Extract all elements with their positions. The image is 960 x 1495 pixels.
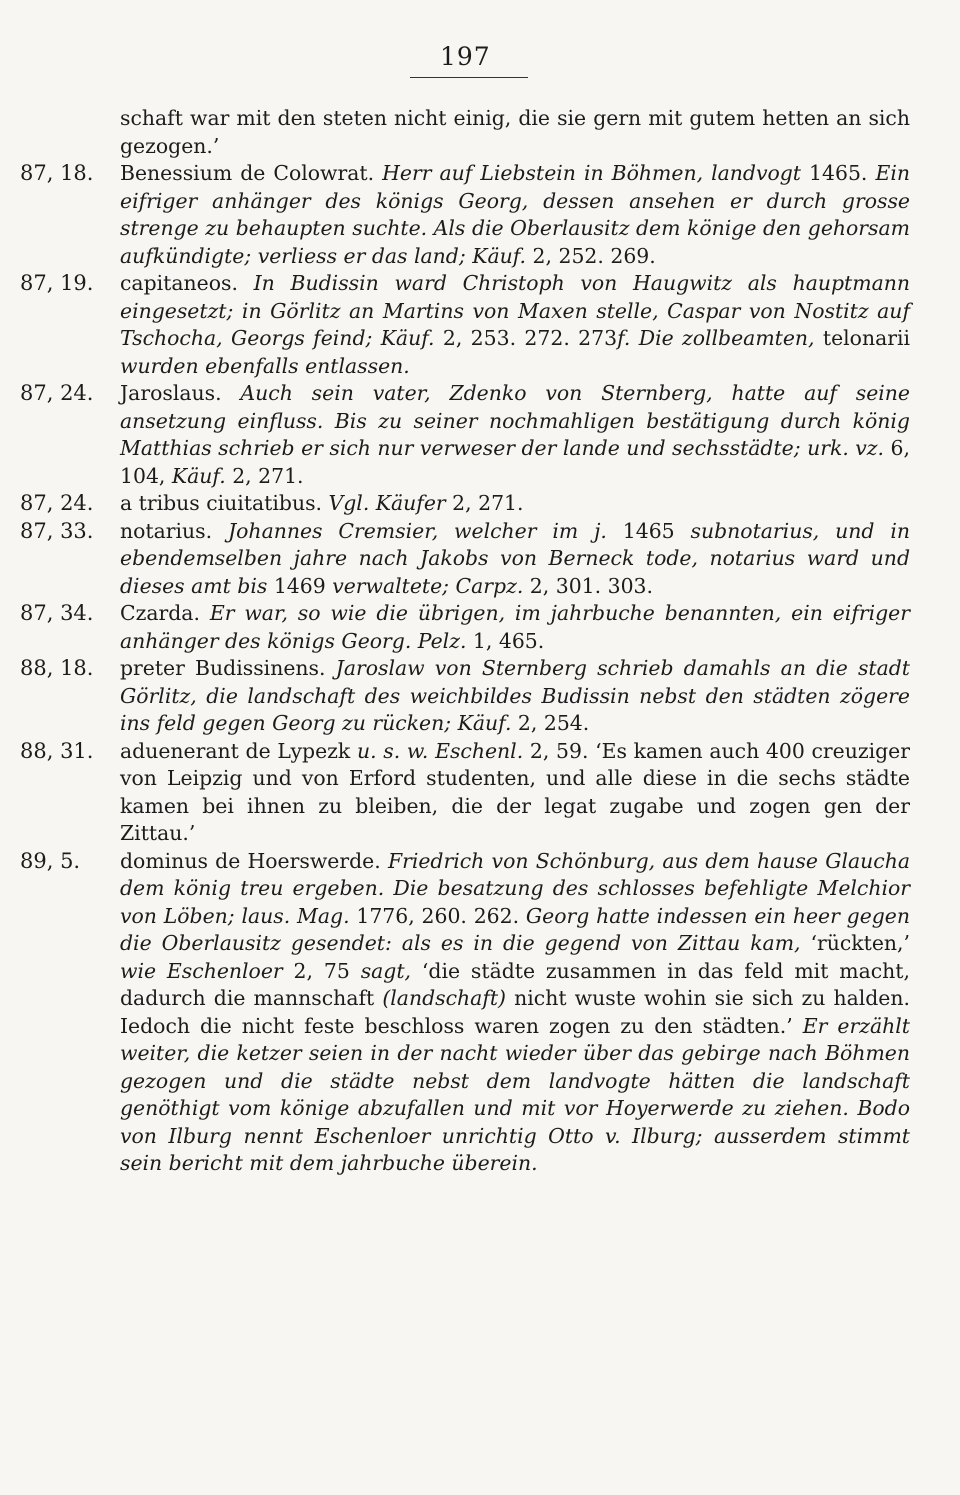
italic-text-segment: Georg hatte indessen ein heer gegen die Oberlausitz gesendet: als es in die gegend von Zittau kam, [120, 903, 911, 955]
text-segment: schaft war mit den steten nicht einig, die sie gern mit gutem hetten an sich gezogen.’ [120, 106, 910, 158]
text-segment: 2, 252. 269. [532, 243, 656, 268]
entry-text [120, 655, 910, 738]
entry-text [120, 600, 910, 655]
italic-text-segment: In Budissin ward Christoph von Haugwitz als hauptmann eingesetzt; in Görlitz an Martins von Maxen stelle, Caspar von Nostitz auf Tschocha, Georgs feind; Käuf. [120, 271, 910, 350]
line-reference: 87, 24. [20, 491, 94, 515]
commentary-entry [0, 600, 960, 655]
italic-text-segment: Jaroslaw von Sternberg schrieb damahls an die stadt Görlitz, die landschaft des weichbildes Budissin nebst den städten zögere ins feld gegen Georg zu rücken; Käuf. [120, 656, 911, 735]
italic-text-segment: f. Die zollbeamten, [617, 326, 823, 350]
text-segment: 2, 75 [293, 958, 361, 983]
italic-text-segment: Er erzählt weiter, die ketzer seien in der nacht wieder über das gebirge nach Böhmen gezogen und die städte nebst dem landvogte hätten die landschaft genöthigt vom könige abzufallen und mit vor Hoyerwerde zu ziehen. Bodo von Ilburg nennt Eschenloer unrichtig Otto v. Ilburg; ausserdem stimmt sein bericht mit dem jahrbuche überein. [120, 1013, 910, 1175]
text-segment: 1, 465. [472, 628, 545, 653]
entry-text [120, 848, 910, 1178]
italic-text-segment: Auch sein vater, Zdenko von Sternberg, hatte auf seine ansetzung einfluss. Bis zu seiner nochmahligen bestätigung durch könig Matthias schrieb er sich nur verweser der lande und sechsstädte; urk. vz. [120, 381, 910, 460]
entry-text [120, 490, 910, 518]
text-segment: a tribus ciuitatibus. [120, 491, 329, 515]
entry-text [120, 270, 910, 380]
commentary-entry [0, 738, 960, 848]
commentary-entry [0, 518, 960, 601]
commentary-entry [0, 490, 960, 518]
text-segment: preter Budissinens. [120, 656, 336, 680]
italic-text-segment: Ein eifriger anhänger des königs Georg, dessen ansehen er durch grosse strenge zu behaupten suchte. Als die Oberlausitz dem könige den gehorsam aufkündigte; verliess er das land; Käuf. [120, 161, 910, 268]
text-segment: nicht wuste wohin sie sich zu halden. Iedoch die nicht feste beschloss waren zogen zu den städten.’ [120, 986, 910, 1038]
text-segment: telonarii [822, 326, 911, 350]
commentary-entry [0, 380, 960, 490]
text-segment: 2, 59. ‘Es kamen auch 400 creuziger von Leipzig und von Erford studenten, und alle diese in die sechs städte kamen bei ihnen zu bleiben, die der legat zugabe und zogen gen der Zittau.’ [120, 738, 910, 845]
commentary-entry [0, 270, 960, 380]
text-segment: 2, 254. [517, 711, 590, 735]
commentary-entry [0, 655, 960, 738]
italic-text-segment: subnotarius, und in ebendemselben jahre nach Jakobs von Berneck tode, notarius ward und dieses amt bis [120, 518, 910, 598]
italic-text-segment: Er war, so wie die übrigen, im jahrbuche benannten, ein eifriger anhänger des königs Georg. Pelz. [120, 601, 910, 653]
entry-text [120, 738, 910, 848]
text-segment: dominus de Hoerswerde. [120, 848, 388, 873]
page-number: 197 [440, 42, 491, 71]
italic-text-segment: Friedrich von Schönburg, aus dem hause Glaucha dem könig treu ergeben. Die besatzung des schlosses befehligte Melchior von Löben; laus. Mag. [120, 848, 911, 928]
commentary-entry [0, 160, 960, 270]
italic-text-segment: wie Eschenloer [120, 958, 294, 983]
line-reference: 87, 33. [20, 518, 94, 543]
text-segment: ‘rückten,’ [810, 931, 910, 955]
text-segment: 1776, 260. 262. [356, 903, 526, 928]
line-reference: 87, 34. [20, 601, 94, 625]
text-segment: capitaneos. [120, 271, 254, 295]
text-segment: 1465 [622, 518, 691, 543]
italic-text-segment: wurden ebenfalls entlassen. [120, 353, 410, 378]
text-segment: 6, 104, [120, 436, 910, 488]
text-segment: 2, 271. [452, 491, 524, 515]
text-segment: 2, 271. [232, 463, 304, 488]
text-segment: Benessium de Colowrat. [120, 161, 383, 185]
line-reference: 87, 19. [20, 271, 94, 295]
italic-text-segment: (landschaft) [382, 986, 515, 1010]
line-reference: 88, 18. [20, 656, 94, 680]
text-segment: notarius. [120, 518, 228, 543]
text-segment: Jaroslaus. [120, 381, 241, 405]
commentary-entries [0, 105, 960, 1178]
commentary-entry [0, 105, 960, 160]
italic-text-segment: sagt, [360, 958, 422, 983]
text-segment: Czarda. [120, 601, 210, 625]
page-number-rule [410, 77, 528, 78]
italic-text-segment: verwaltete; Carpz. [332, 573, 530, 598]
italic-text-segment: Johannes Cremsier, welcher im j. [227, 518, 623, 543]
entry-text [120, 380, 910, 490]
text-segment: ‘die städte zusammen in das feld mit macht, dadurch die mannschaft [120, 958, 910, 1010]
text-segment: 2, 301. 303. [529, 573, 654, 598]
line-reference: 88, 31. [20, 738, 94, 763]
text-segment: 1465. [809, 161, 876, 185]
line-reference: 89, 5. [20, 848, 81, 873]
italic-text-segment: Vgl. Käufer [328, 491, 453, 515]
text-segment: 2, 253. 272. 273 [442, 326, 618, 350]
text-segment: aduenerant de Lypezk [120, 738, 357, 763]
italic-text-segment: u. s. w. Eschenl. [356, 738, 530, 763]
entry-text [120, 105, 910, 160]
entry-text [120, 160, 910, 270]
line-reference: 87, 18. [20, 161, 94, 185]
italic-text-segment: Herr auf Liebstein in Böhmen, landvogt [382, 161, 810, 185]
commentary-entry [0, 848, 960, 1178]
italic-text-segment: Käuf. [171, 463, 233, 488]
entry-text [120, 518, 910, 601]
line-reference: 87, 24. [20, 381, 94, 405]
text-segment: 1469 [273, 573, 333, 598]
